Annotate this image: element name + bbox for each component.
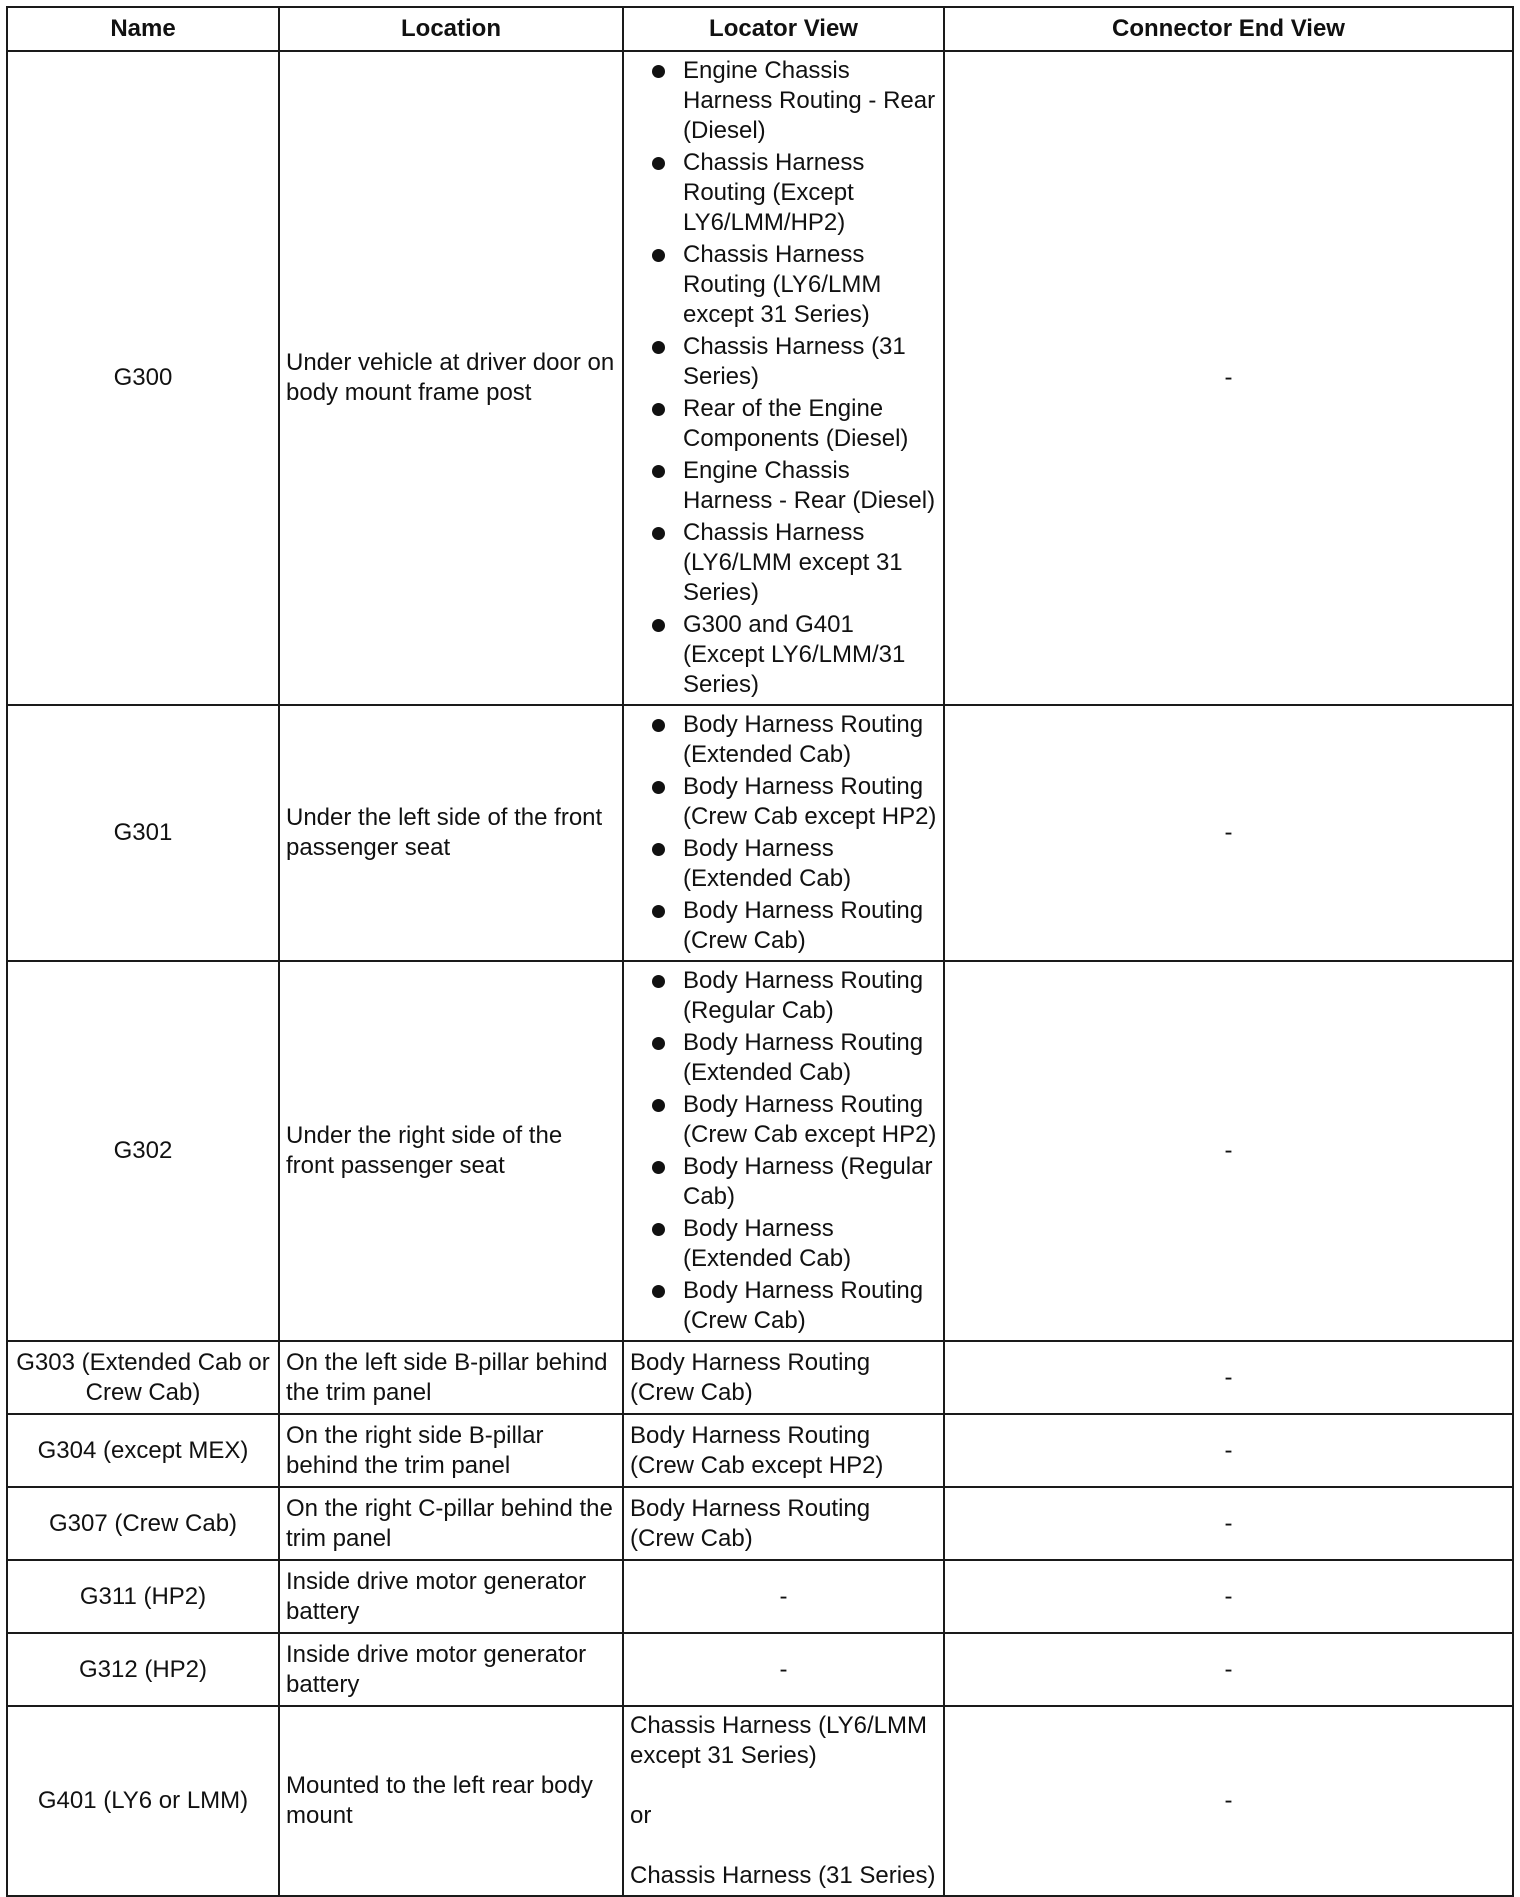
locator-item-label: Engine Chassis Harness Routing - Rear (Diesel) — [683, 57, 936, 144]
cell-location: Under the right side of the front passenger seat — [279, 961, 623, 1341]
cell-location: Under the left side of the front passenger seat — [279, 705, 623, 961]
cell-name: G301 — [7, 705, 279, 961]
locator-item-label: Body Harness (Extended Cab) — [683, 1215, 852, 1272]
table-row — [7, 1560, 1513, 1633]
locator-item[interactable] — [652, 1152, 937, 1212]
cell-locator-view — [623, 1706, 944, 1896]
locator-item-label: Body Harness (Extended Cab) — [683, 835, 852, 892]
cell-connector-end-view: - — [944, 1341, 1513, 1414]
header-location: Location — [279, 7, 623, 51]
locator-item[interactable] — [652, 394, 937, 454]
locator-item-label: G300 and G401 (Except LY6/LMM/31 Series) — [683, 611, 906, 698]
bullet-icon — [652, 465, 665, 478]
locator-item[interactable] — [652, 518, 937, 608]
cell-connector-end-view: - — [944, 1487, 1513, 1560]
cell-connector-end-view: - — [944, 1633, 1513, 1706]
locator-item-label: Body Harness Routing (Regular Cab) — [683, 967, 924, 1024]
cell-connector-end-view: - — [944, 1706, 1513, 1896]
bullet-icon — [652, 619, 665, 632]
locator-item-label: Chassis Harness Routing (LY6/LMM except 31 Series) — [683, 241, 882, 328]
locator-item-label: Body Harness (Regular Cab) — [683, 1153, 933, 1210]
table-row — [7, 1633, 1513, 1706]
locator-link[interactable]: Chassis Harness (LY6/LMM except 31 Series) — [630, 1712, 927, 1769]
locator-item-label: Chassis Harness Routing (Except LY6/LMM/HP2) — [683, 149, 865, 236]
locator-item-label: Body Harness Routing (Crew Cab) — [683, 1277, 924, 1334]
table-row — [7, 1487, 1513, 1560]
locator-item[interactable] — [652, 610, 937, 700]
header-row — [7, 7, 1513, 51]
cell-locator-view[interactable]: Body Harness Routing (Crew Cab except HP2) — [623, 1414, 944, 1487]
bullet-icon — [652, 341, 665, 354]
locator-item[interactable] — [652, 240, 937, 330]
table-row — [7, 705, 1513, 961]
locator-item-label: Body Harness Routing (Crew Cab except HP2) — [683, 773, 937, 830]
cell-connector-end-view: - — [944, 705, 1513, 961]
cell-connector-end-view: - — [944, 1560, 1513, 1633]
bullet-icon — [652, 1161, 665, 1174]
bullet-icon — [652, 905, 665, 918]
line-spacer — [630, 1771, 937, 1801]
cell-connector-end-view: - — [944, 51, 1513, 705]
cell-location: Under vehicle at driver door on body mount frame post — [279, 51, 623, 705]
bullet-icon — [652, 719, 665, 732]
locator-item[interactable] — [652, 1276, 937, 1336]
bullet-icon — [652, 1037, 665, 1050]
bullet-icon — [652, 975, 665, 988]
cell-location: Mounted to the left rear body mount — [279, 1706, 623, 1896]
locator-or-text: or — [630, 1802, 652, 1829]
cell-locator-view[interactable]: Body Harness Routing (Crew Cab) — [623, 1487, 944, 1560]
table-row — [7, 961, 1513, 1341]
cell-name: G302 — [7, 961, 279, 1341]
locator-item-label: Body Harness Routing (Crew Cab) — [683, 897, 924, 954]
bullet-icon — [652, 249, 665, 262]
cell-connector-end-view: - — [944, 1414, 1513, 1487]
cell-name: G304 (except MEX) — [7, 1414, 279, 1487]
cell-name: G300 — [7, 51, 279, 705]
locator-item[interactable] — [652, 1090, 937, 1150]
cell-connector-end-view: - — [944, 961, 1513, 1341]
header-name: Name — [7, 7, 279, 51]
cell-locator-view: - — [623, 1633, 944, 1706]
locator-item[interactable] — [652, 772, 937, 832]
bullet-icon — [652, 1223, 665, 1236]
cell-locator-view — [623, 961, 944, 1341]
locator-item-label: Rear of the Engine Components (Diesel) — [683, 395, 909, 452]
locator-item[interactable] — [652, 896, 937, 956]
locator-item-label: Chassis Harness (LY6/LMM except 31 Series) — [683, 519, 903, 606]
locator-list — [630, 966, 937, 1336]
ground-locations-table — [6, 6, 1514, 1897]
locator-item-label: Body Harness Routing (Crew Cab except HP2) — [683, 1091, 937, 1148]
cell-name: G311 (HP2) — [7, 1560, 279, 1633]
bullet-icon — [652, 781, 665, 794]
cell-locator-view[interactable]: Body Harness Routing (Crew Cab) — [623, 1341, 944, 1414]
locator-item[interactable] — [652, 1214, 937, 1274]
cell-location: On the left side B-pillar behind the trim panel — [279, 1341, 623, 1414]
cell-location: On the right C-pillar behind the trim panel — [279, 1487, 623, 1560]
locator-list — [630, 710, 937, 956]
table-row — [7, 1706, 1513, 1896]
cell-location: Inside drive motor generator battery — [279, 1633, 623, 1706]
bullet-icon — [652, 157, 665, 170]
locator-list — [630, 56, 937, 700]
locator-item[interactable] — [652, 1028, 937, 1088]
bullet-icon — [652, 65, 665, 78]
cell-name: G312 (HP2) — [7, 1633, 279, 1706]
locator-item[interactable] — [652, 56, 937, 146]
table-row — [7, 51, 1513, 705]
locator-lines — [630, 1707, 937, 1895]
cell-name: G307 (Crew Cab) — [7, 1487, 279, 1560]
bullet-icon — [652, 527, 665, 540]
cell-name: G401 (LY6 or LMM) — [7, 1706, 279, 1896]
cell-name: G303 (Extended Cab or Crew Cab) — [7, 1341, 279, 1414]
bullet-icon — [652, 843, 665, 856]
cell-location: On the right side B-pillar behind the trim panel — [279, 1414, 623, 1487]
line-spacer — [630, 1831, 937, 1861]
locator-item[interactable] — [652, 332, 937, 392]
table-row — [7, 1341, 1513, 1414]
locator-item[interactable] — [652, 834, 937, 894]
locator-item[interactable] — [652, 148, 937, 238]
locator-item-label: Body Harness Routing (Extended Cab) — [683, 711, 924, 768]
bullet-icon — [652, 1285, 665, 1298]
locator-item[interactable] — [652, 456, 937, 516]
cell-location: Inside drive motor generator battery — [279, 1560, 623, 1633]
header-connector-end-view: Connector End View — [944, 7, 1513, 51]
cell-locator-view — [623, 705, 944, 961]
locator-item-label: Engine Chassis Harness - Rear (Diesel) — [683, 457, 936, 514]
locator-item-label: Body Harness Routing (Extended Cab) — [683, 1029, 924, 1086]
locator-item-label: Chassis Harness (31 Series) — [683, 333, 906, 390]
locator-item[interactable] — [652, 710, 937, 770]
bullet-icon — [652, 403, 665, 416]
cell-locator-view: - — [623, 1560, 944, 1633]
header-locator-view: Locator View — [623, 7, 944, 51]
locator-link[interactable]: Chassis Harness (31 Series) — [630, 1862, 936, 1889]
table-row — [7, 1414, 1513, 1487]
cell-locator-view — [623, 51, 944, 705]
bullet-icon — [652, 1099, 665, 1112]
locator-item[interactable] — [652, 966, 937, 1026]
